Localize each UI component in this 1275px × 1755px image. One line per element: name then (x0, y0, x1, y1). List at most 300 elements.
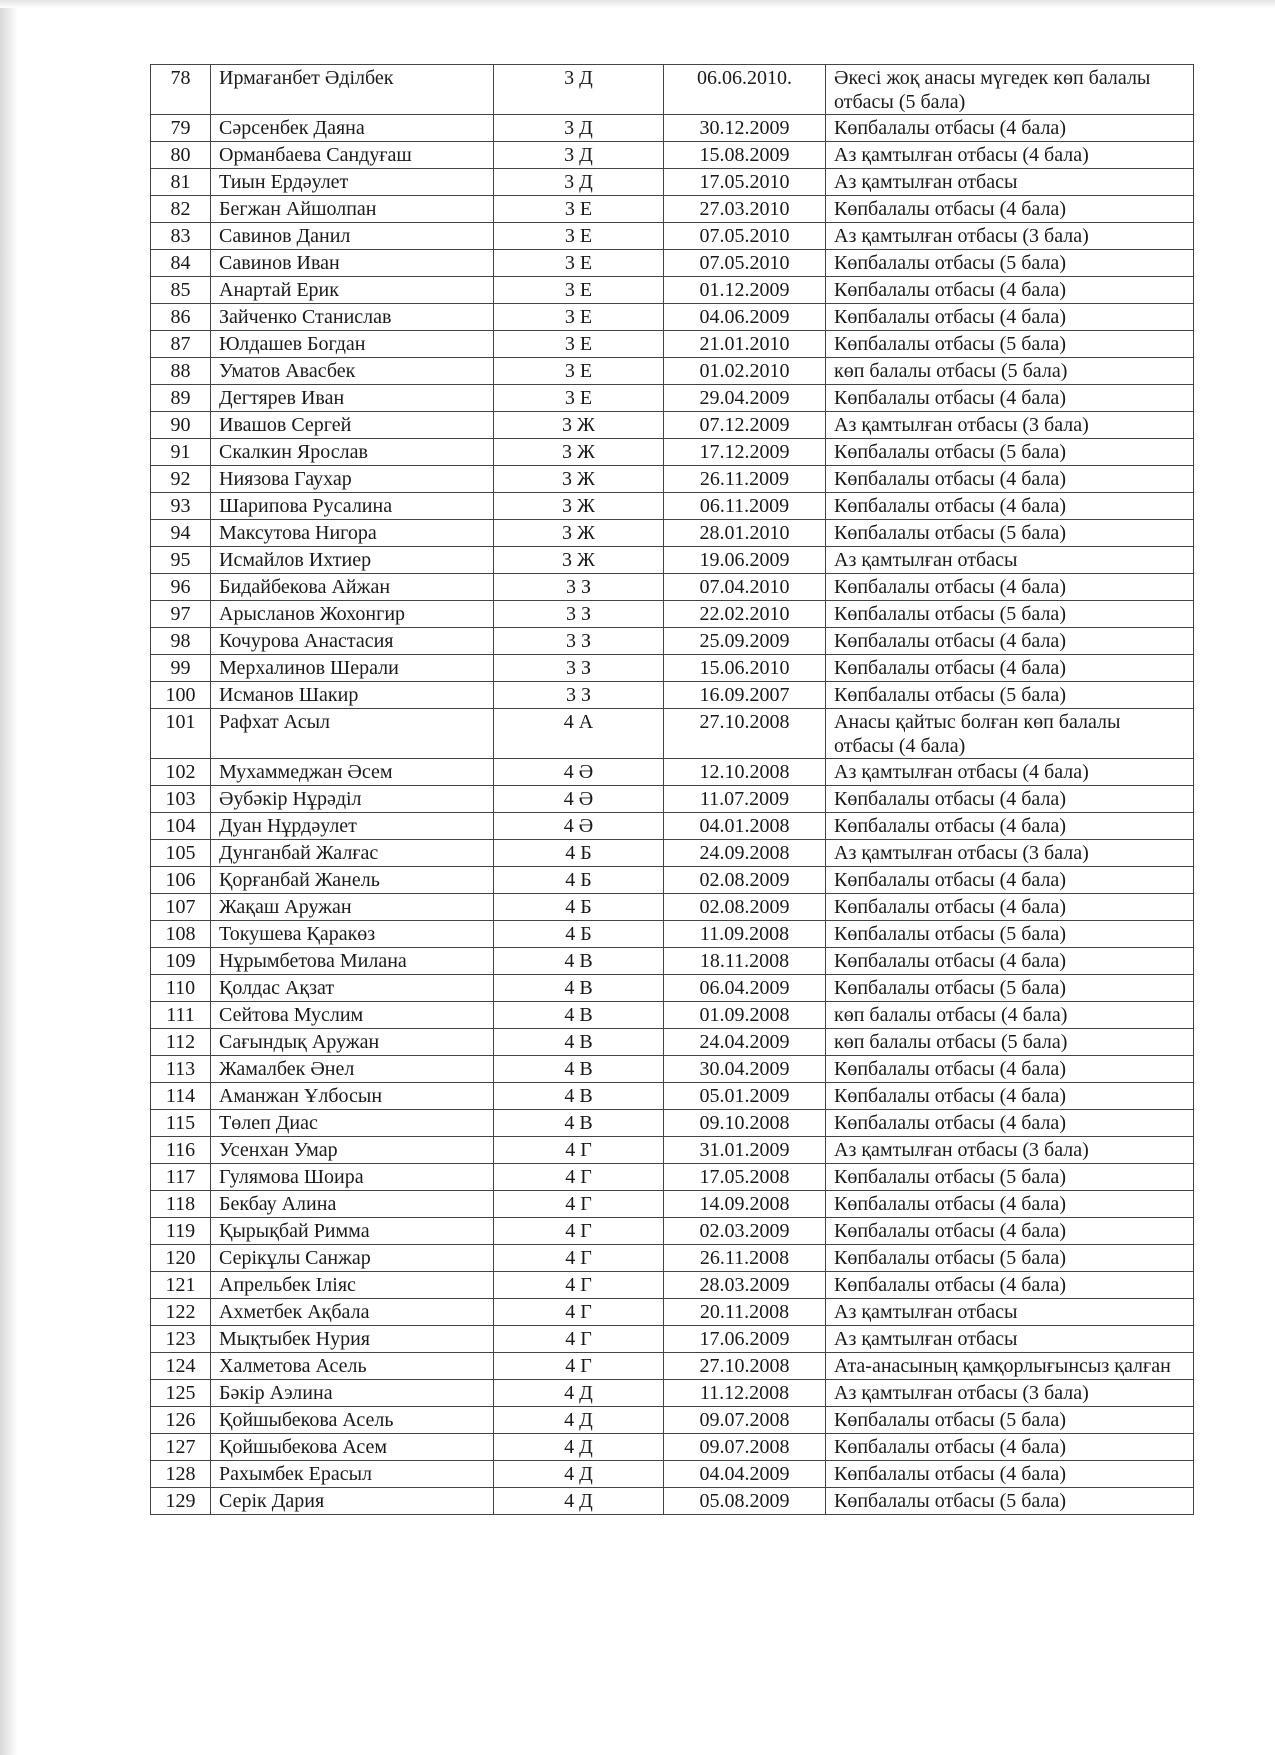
class-grade: 4 А (494, 709, 664, 759)
family-status: Көпбалалы отбасы (5 бала) (826, 1164, 1194, 1191)
student-list-table (150, 64, 1194, 1515)
class-grade: 4 Г (494, 1272, 664, 1299)
row-number: 111 (151, 1002, 211, 1029)
class-grade: 4 Г (494, 1299, 664, 1326)
table-row (151, 1407, 1194, 1434)
student-name: Дуан Нұрдәулет (211, 813, 494, 840)
family-status: Көпбалалы отбасы (5 бала) (826, 331, 1194, 358)
table-row (151, 975, 1194, 1002)
student-name: Қойшыбекова Асем (211, 1434, 494, 1461)
birth-date: 12.10.2008 (664, 759, 826, 786)
birth-date: 04.04.2009 (664, 1461, 826, 1488)
row-number: 99 (151, 655, 211, 682)
birth-date: 02.03.2009 (664, 1218, 826, 1245)
family-status: Көпбалалы отбасы (5 бала) (826, 1488, 1194, 1515)
family-status: Көпбалалы отбасы (5 бала) (826, 921, 1194, 948)
row-number: 91 (151, 439, 211, 466)
table-row (151, 277, 1194, 304)
family-status: Көпбалалы отбасы (4 бала) (826, 813, 1194, 840)
row-number: 95 (151, 547, 211, 574)
class-grade: 4 Д (494, 1434, 664, 1461)
class-grade: 3 Ж (494, 493, 664, 520)
row-number: 120 (151, 1245, 211, 1272)
class-grade: 3 З (494, 628, 664, 655)
row-number: 114 (151, 1083, 211, 1110)
family-status: Көпбалалы отбасы (4 бала) (826, 1461, 1194, 1488)
class-grade: 4 Д (494, 1407, 664, 1434)
student-name: Бегжан Айшолпан (211, 196, 494, 223)
student-name: Жамалбек Әнел (211, 1056, 494, 1083)
student-name: Дегтярев Иван (211, 385, 494, 412)
birth-date: 09.10.2008 (664, 1110, 826, 1137)
student-name: Уматов Авасбек (211, 358, 494, 385)
birth-date: 20.11.2008 (664, 1299, 826, 1326)
row-number: 112 (151, 1029, 211, 1056)
birth-date: 22.02.2010 (664, 601, 826, 628)
table-row (151, 1218, 1194, 1245)
table-row (151, 867, 1194, 894)
birth-date: 17.05.2008 (664, 1164, 826, 1191)
birth-date: 26.11.2009 (664, 466, 826, 493)
row-number: 121 (151, 1272, 211, 1299)
class-grade: 3 Ж (494, 466, 664, 493)
scan-edge-shadow (0, 0, 18, 1755)
family-status: Аз қамтылған отбасы (4 бала) (826, 142, 1194, 169)
birth-date: 17.12.2009 (664, 439, 826, 466)
birth-date: 17.06.2009 (664, 1326, 826, 1353)
birth-date: 06.04.2009 (664, 975, 826, 1002)
family-status: Көпбалалы отбасы (4 бала) (826, 1434, 1194, 1461)
class-grade: 4 Б (494, 894, 664, 921)
student-name: Анартай Ерик (211, 277, 494, 304)
student-name: Скалкин Ярослав (211, 439, 494, 466)
class-grade: 4 Ә (494, 813, 664, 840)
family-status: Көпбалалы отбасы (4 бала) (826, 1056, 1194, 1083)
class-grade: 4 В (494, 1029, 664, 1056)
table-row (151, 1461, 1194, 1488)
family-status: Көпбалалы отбасы (4 бала) (826, 655, 1194, 682)
student-name: Нұрымбетова Милана (211, 948, 494, 975)
class-grade: 3 З (494, 682, 664, 709)
row-number: 117 (151, 1164, 211, 1191)
family-status: Көпбалалы отбасы (5 бала) (826, 250, 1194, 277)
student-name: Савинов Иван (211, 250, 494, 277)
birth-date: 07.05.2010 (664, 250, 826, 277)
family-status: Аз қамтылған отбасы (826, 1299, 1194, 1326)
student-name: Ахметбек Ақбала (211, 1299, 494, 1326)
class-grade: 3 Д (494, 65, 664, 115)
table-row (151, 786, 1194, 813)
birth-date: 28.03.2009 (664, 1272, 826, 1299)
family-status: Көпбалалы отбасы (4 бала) (826, 948, 1194, 975)
class-grade: 3 З (494, 601, 664, 628)
table-row (151, 1434, 1194, 1461)
student-name: Зайченко Станислав (211, 304, 494, 331)
row-number: 122 (151, 1299, 211, 1326)
student-name: Мықтыбек Нурия (211, 1326, 494, 1353)
birth-date: 15.06.2010 (664, 655, 826, 682)
birth-date: 01.02.2010 (664, 358, 826, 385)
class-grade: 3 Д (494, 115, 664, 142)
table-row (151, 655, 1194, 682)
table-row (151, 358, 1194, 385)
family-status: Көпбалалы отбасы (4 бала) (826, 1110, 1194, 1137)
table-row (151, 115, 1194, 142)
birth-date: 17.05.2010 (664, 169, 826, 196)
class-grade: 3 Ж (494, 439, 664, 466)
birth-date: 19.06.2009 (664, 547, 826, 574)
table-row (151, 840, 1194, 867)
birth-date: 04.01.2008 (664, 813, 826, 840)
family-status: Аз қамтылған отбасы (3 бала) (826, 1380, 1194, 1407)
row-number: 89 (151, 385, 211, 412)
class-grade: 3 Е (494, 385, 664, 412)
row-number: 98 (151, 628, 211, 655)
student-name: Халметова Асель (211, 1353, 494, 1380)
table-row (151, 1083, 1194, 1110)
row-number: 127 (151, 1434, 211, 1461)
table-row (151, 1164, 1194, 1191)
table-row (151, 196, 1194, 223)
row-number: 79 (151, 115, 211, 142)
student-name: Қолдас Ақзат (211, 975, 494, 1002)
table-row (151, 331, 1194, 358)
family-status: Аз қамтылған отбасы (3 бала) (826, 1137, 1194, 1164)
family-status: Көпбалалы отбасы (5 бала) (826, 439, 1194, 466)
family-status: Көпбалалы отбасы (4 бала) (826, 786, 1194, 813)
birth-date: 09.07.2008 (664, 1407, 826, 1434)
student-name: Шарипова Русалина (211, 493, 494, 520)
row-number: 92 (151, 466, 211, 493)
table-row (151, 1056, 1194, 1083)
row-number: 81 (151, 169, 211, 196)
row-number: 88 (151, 358, 211, 385)
table-row (151, 304, 1194, 331)
row-number: 87 (151, 331, 211, 358)
row-number: 128 (151, 1461, 211, 1488)
table-row (151, 894, 1194, 921)
family-status: Көпбалалы отбасы (5 бала) (826, 1245, 1194, 1272)
family-status: Көпбалалы отбасы (4 бала) (826, 304, 1194, 331)
table-row (151, 1191, 1194, 1218)
row-number: 97 (151, 601, 211, 628)
row-number: 109 (151, 948, 211, 975)
family-status: Аз қамтылған отбасы (3 бала) (826, 223, 1194, 250)
family-status: Аз қамтылған отбасы (4 бала) (826, 759, 1194, 786)
class-grade: 4 Б (494, 921, 664, 948)
family-status: Көпбалалы отбасы (4 бала) (826, 277, 1194, 304)
birth-date: 11.07.2009 (664, 786, 826, 813)
row-number: 85 (151, 277, 211, 304)
family-status: көп балалы отбасы (5 бала) (826, 358, 1194, 385)
student-name: Төлеп Диас (211, 1110, 494, 1137)
family-status: Анасы қайтыс болған көп балалы отбасы (4 бала) (826, 709, 1194, 759)
row-number: 96 (151, 574, 211, 601)
table-row (151, 1488, 1194, 1515)
family-status: Көпбалалы отбасы (4 бала) (826, 196, 1194, 223)
table-row (151, 921, 1194, 948)
student-name: Қорғанбай Жанель (211, 867, 494, 894)
table-row (151, 574, 1194, 601)
row-number: 118 (151, 1191, 211, 1218)
birth-date: 27.03.2010 (664, 196, 826, 223)
row-number: 124 (151, 1353, 211, 1380)
class-grade: 3 Ж (494, 547, 664, 574)
table-row (151, 1029, 1194, 1056)
student-name: Сейтова Муслим (211, 1002, 494, 1029)
row-number: 101 (151, 709, 211, 759)
class-grade: 3 Е (494, 277, 664, 304)
student-name: Максутова Нигора (211, 520, 494, 547)
family-status: Көпбалалы отбасы (4 бала) (826, 493, 1194, 520)
birth-date: 09.07.2008 (664, 1434, 826, 1461)
class-grade: 4 Г (494, 1191, 664, 1218)
table-row (151, 1299, 1194, 1326)
student-name: Кочурова Анастасия (211, 628, 494, 655)
student-name: Токушева Қаракөз (211, 921, 494, 948)
table-row (151, 385, 1194, 412)
class-grade: 4 Ә (494, 786, 664, 813)
class-grade: 4 В (494, 948, 664, 975)
family-status: Көпбалалы отбасы (4 бала) (826, 1218, 1194, 1245)
table-row (151, 682, 1194, 709)
student-name: Гулямова Шоира (211, 1164, 494, 1191)
row-number: 82 (151, 196, 211, 223)
student-name: Исманов Шакир (211, 682, 494, 709)
birth-date: 05.08.2009 (664, 1488, 826, 1515)
family-status: Ата-анасының қамқорлығынсыз қалған (826, 1353, 1194, 1380)
table-row (151, 1380, 1194, 1407)
class-grade: 3 Е (494, 196, 664, 223)
birth-date: 25.09.2009 (664, 628, 826, 655)
student-name: Тиын Ердәулет (211, 169, 494, 196)
row-number: 126 (151, 1407, 211, 1434)
birth-date: 24.09.2008 (664, 840, 826, 867)
birth-date: 31.01.2009 (664, 1137, 826, 1164)
student-name: Рахымбек Ерасыл (211, 1461, 494, 1488)
table-row (151, 169, 1194, 196)
class-grade: 4 В (494, 1110, 664, 1137)
family-status: Көпбалалы отбасы (4 бала) (826, 1191, 1194, 1218)
row-number: 123 (151, 1326, 211, 1353)
table-row (151, 709, 1194, 759)
class-grade: 3 Ж (494, 412, 664, 439)
class-grade: 3 Е (494, 358, 664, 385)
student-name: Бидайбекова Айжан (211, 574, 494, 601)
birth-date: 30.12.2009 (664, 115, 826, 142)
row-number: 103 (151, 786, 211, 813)
student-name: Савинов Данил (211, 223, 494, 250)
student-name: Юлдашев Богдан (211, 331, 494, 358)
birth-date: 02.08.2009 (664, 894, 826, 921)
birth-date: 06.06.2010. (664, 65, 826, 115)
row-number: 106 (151, 867, 211, 894)
birth-date: 14.09.2008 (664, 1191, 826, 1218)
family-status: Көпбалалы отбасы (4 бала) (826, 1083, 1194, 1110)
class-grade: 4 Г (494, 1326, 664, 1353)
family-status: Көпбалалы отбасы (4 бала) (826, 115, 1194, 142)
table-row (151, 1353, 1194, 1380)
student-name: Аманжан Ұлбосын (211, 1083, 494, 1110)
family-status: Көпбалалы отбасы (4 бала) (826, 466, 1194, 493)
birth-date: 16.09.2007 (664, 682, 826, 709)
class-grade: 4 В (494, 1056, 664, 1083)
birth-date: 07.04.2010 (664, 574, 826, 601)
class-grade: 3 Е (494, 250, 664, 277)
class-grade: 4 Ә (494, 759, 664, 786)
birth-date: 26.11.2008 (664, 1245, 826, 1272)
row-number: 119 (151, 1218, 211, 1245)
class-grade: 4 Г (494, 1218, 664, 1245)
table-row (151, 1137, 1194, 1164)
student-name: Орманбаева Сандуғаш (211, 142, 494, 169)
class-grade: 3 Е (494, 304, 664, 331)
birth-date: 04.06.2009 (664, 304, 826, 331)
class-grade: 4 В (494, 1002, 664, 1029)
student-name: Серік Дария (211, 1488, 494, 1515)
row-number: 84 (151, 250, 211, 277)
class-grade: 4 Г (494, 1164, 664, 1191)
family-status: Әкесі жоқ анасы мүгедек көп балалы отбасы (5 бала) (826, 65, 1194, 115)
class-grade: 4 В (494, 975, 664, 1002)
birth-date: 07.12.2009 (664, 412, 826, 439)
student-name: Апрельбек Іліяс (211, 1272, 494, 1299)
birth-date: 02.08.2009 (664, 867, 826, 894)
birth-date: 15.08.2009 (664, 142, 826, 169)
birth-date: 30.04.2009 (664, 1056, 826, 1083)
student-name: Жақаш Аружан (211, 894, 494, 921)
student-name: Дунганбай Жалғас (211, 840, 494, 867)
family-status: Көпбалалы отбасы (5 бала) (826, 975, 1194, 1002)
row-number: 115 (151, 1110, 211, 1137)
class-grade: 3 Е (494, 223, 664, 250)
class-grade: 3 Ж (494, 520, 664, 547)
row-number: 94 (151, 520, 211, 547)
row-number: 129 (151, 1488, 211, 1515)
row-number: 100 (151, 682, 211, 709)
table-row (151, 1245, 1194, 1272)
family-status: Көпбалалы отбасы (4 бала) (826, 628, 1194, 655)
birth-date: 11.09.2008 (664, 921, 826, 948)
class-grade: 4 Д (494, 1380, 664, 1407)
family-status: Көпбалалы отбасы (5 бала) (826, 520, 1194, 547)
birth-date: 24.04.2009 (664, 1029, 826, 1056)
birth-date: 21.01.2010 (664, 331, 826, 358)
table-row (151, 948, 1194, 975)
family-status: Аз қамтылған отбасы (826, 169, 1194, 196)
birth-date: 06.11.2009 (664, 493, 826, 520)
table-row (151, 520, 1194, 547)
birth-date: 01.12.2009 (664, 277, 826, 304)
birth-date: 07.05.2010 (664, 223, 826, 250)
student-name: Мерхалинов Шерали (211, 655, 494, 682)
table-row (151, 1326, 1194, 1353)
row-number: 80 (151, 142, 211, 169)
birth-date: 05.01.2009 (664, 1083, 826, 1110)
row-number: 90 (151, 412, 211, 439)
class-grade: 4 Г (494, 1137, 664, 1164)
class-grade: 3 Д (494, 169, 664, 196)
family-status: көп балалы отбасы (5 бала) (826, 1029, 1194, 1056)
family-status: Аз қамтылған отбасы (826, 547, 1194, 574)
student-name: Қойшыбекова Асель (211, 1407, 494, 1434)
class-grade: 3 З (494, 574, 664, 601)
table-row (151, 1110, 1194, 1137)
table-row (151, 601, 1194, 628)
student-name: Арысланов Жохонгир (211, 601, 494, 628)
student-name: Серікұлы Санжар (211, 1245, 494, 1272)
family-status: Көпбалалы отбасы (4 бала) (826, 894, 1194, 921)
family-status: Аз қамтылған отбасы (3 бала) (826, 412, 1194, 439)
class-grade: 4 Д (494, 1488, 664, 1515)
family-status: Көпбалалы отбасы (5 бала) (826, 1407, 1194, 1434)
birth-date: 11.12.2008 (664, 1380, 826, 1407)
family-status: Көпбалалы отбасы (4 бала) (826, 867, 1194, 894)
row-number: 108 (151, 921, 211, 948)
row-number: 93 (151, 493, 211, 520)
row-number: 105 (151, 840, 211, 867)
table-row (151, 759, 1194, 786)
table-row (151, 466, 1194, 493)
table-row (151, 493, 1194, 520)
table-row (151, 65, 1194, 115)
student-list-body (151, 65, 1194, 1515)
class-grade: 4 Б (494, 867, 664, 894)
student-name: Бәкір Аэлина (211, 1380, 494, 1407)
row-number: 83 (151, 223, 211, 250)
table-row (151, 439, 1194, 466)
birth-date: 27.10.2008 (664, 1353, 826, 1380)
family-status: Аз қамтылған отбасы (826, 1326, 1194, 1353)
scan-top-shadow (0, 0, 1275, 8)
row-number: 86 (151, 304, 211, 331)
family-status: Көпбалалы отбасы (5 бала) (826, 601, 1194, 628)
student-name: Бекбау Алина (211, 1191, 494, 1218)
family-status: Аз қамтылған отбасы (3 бала) (826, 840, 1194, 867)
table-row (151, 223, 1194, 250)
birth-date: 27.10.2008 (664, 709, 826, 759)
student-name: Қырықбай Римма (211, 1218, 494, 1245)
row-number: 104 (151, 813, 211, 840)
row-number: 107 (151, 894, 211, 921)
family-status: Көпбалалы отбасы (4 бала) (826, 385, 1194, 412)
row-number: 102 (151, 759, 211, 786)
student-name: Исмайлов Ихтиер (211, 547, 494, 574)
student-name: Сағындық Аружан (211, 1029, 494, 1056)
table-row (151, 547, 1194, 574)
class-grade: 4 Д (494, 1461, 664, 1488)
birth-date: 29.04.2009 (664, 385, 826, 412)
row-number: 110 (151, 975, 211, 1002)
table-row (151, 412, 1194, 439)
birth-date: 28.01.2010 (664, 520, 826, 547)
row-number: 125 (151, 1380, 211, 1407)
family-status: Көпбалалы отбасы (4 бала) (826, 1272, 1194, 1299)
student-name: Ивашов Сергей (211, 412, 494, 439)
class-grade: 3 З (494, 655, 664, 682)
family-status: Көпбалалы отбасы (4 бала) (826, 574, 1194, 601)
class-grade: 4 Г (494, 1245, 664, 1272)
student-name: Усенхан Умар (211, 1137, 494, 1164)
row-number: 78 (151, 65, 211, 115)
class-grade: 4 В (494, 1083, 664, 1110)
table-row (151, 628, 1194, 655)
table-row (151, 142, 1194, 169)
birth-date: 18.11.2008 (664, 948, 826, 975)
student-name: Әубәкір Нұрәділ (211, 786, 494, 813)
table-row (151, 1272, 1194, 1299)
table-row (151, 1002, 1194, 1029)
